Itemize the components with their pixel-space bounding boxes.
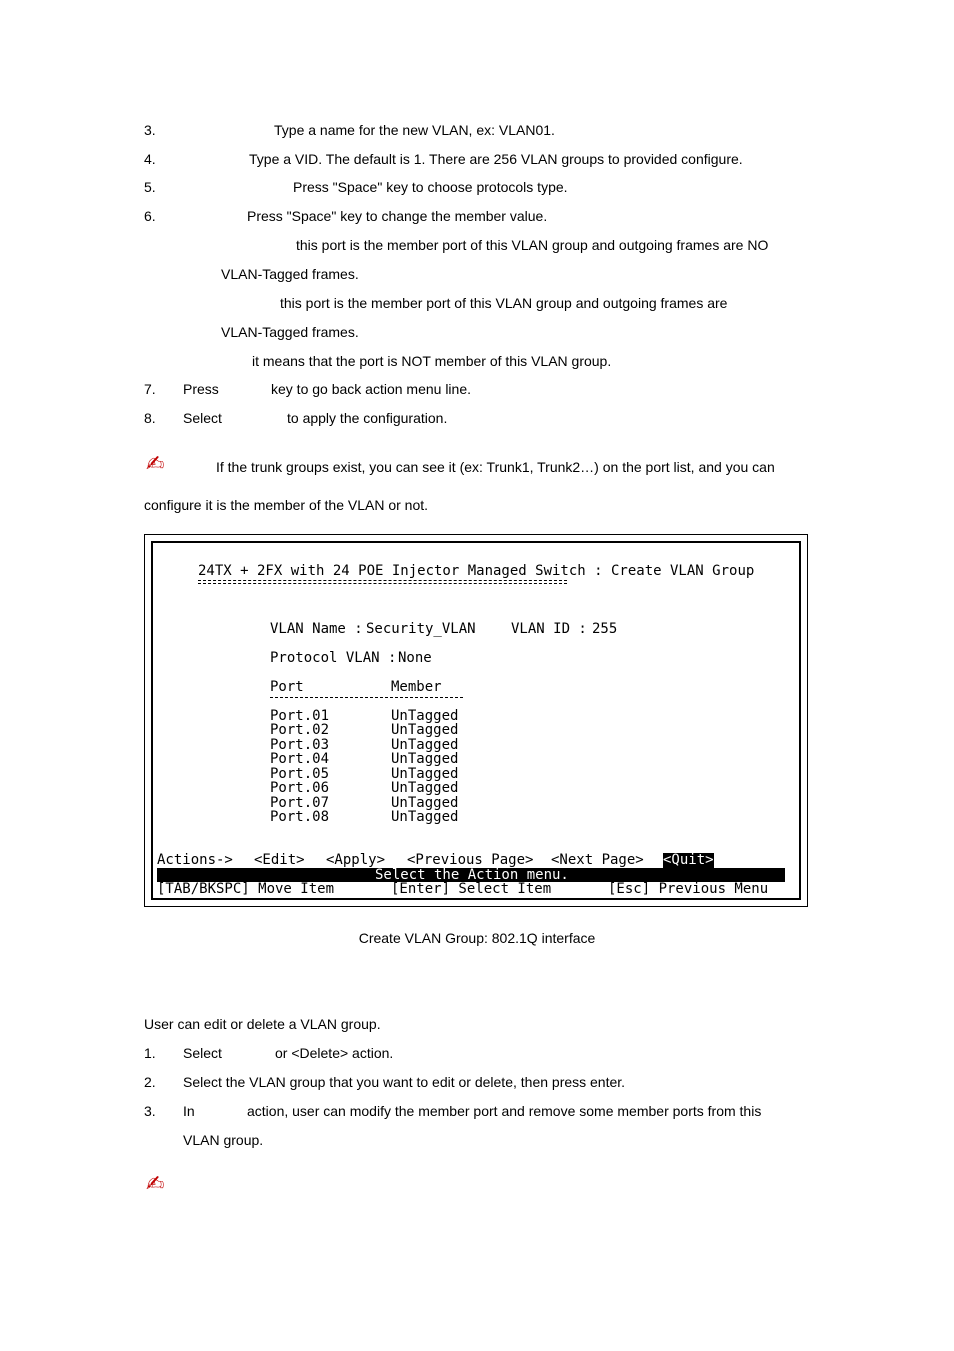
- previous-page-action-button[interactable]: <Previous Page>: [407, 852, 534, 868]
- vlan-name-label: VLAN Name :: [270, 621, 372, 637]
- step-number: 8.: [144, 410, 156, 426]
- step-text: Select: [183, 410, 222, 426]
- apply-action-button[interactable]: <Apply>: [326, 852, 386, 868]
- title-underline: [198, 580, 567, 581]
- next-page-action-button[interactable]: <Next Page>: [551, 852, 644, 868]
- port-name: Port.04: [270, 751, 330, 767]
- port-name: Port.03: [270, 737, 330, 753]
- port-member-value[interactable]: UnTagged: [391, 722, 459, 738]
- actions-label: Actions->: [157, 852, 233, 868]
- vlan-id-field[interactable]: 255: [592, 621, 618, 637]
- port-name: Port.01: [270, 708, 330, 724]
- pen-note-icon: ✍: [146, 452, 165, 477]
- title-underline: [198, 583, 567, 584]
- step-text: Type a VID. The default is 1. There are 256 VLAN groups to provided configure.: [249, 151, 743, 167]
- vlan-id-label: VLAN ID :: [511, 621, 596, 637]
- protocol-vlan-field[interactable]: None: [398, 650, 432, 666]
- step-number: 5.: [144, 179, 156, 195]
- port-member-value[interactable]: UnTagged: [391, 737, 459, 753]
- terminal-title: 24TX + 2FX with 24 POE Injector Managed Switch : Create VLAN Group: [198, 563, 755, 579]
- tagged-description-cont: VLAN-Tagged frames.: [221, 324, 359, 340]
- step-text: Press "Space" key to change the member value.: [247, 208, 548, 224]
- port-member-value[interactable]: UnTagged: [391, 708, 459, 724]
- edit-action-button[interactable]: <Edit>: [254, 852, 305, 868]
- step-number: 2.: [144, 1074, 156, 1090]
- member-column-header: Member: [391, 679, 442, 695]
- help-select-item: [Enter] Select Item: [391, 881, 552, 897]
- step-text: Press "Space" key to choose protocols type.: [293, 179, 568, 195]
- figure-caption: Create VLAN Group: 802.1Q interface: [358, 930, 596, 946]
- step-text: to apply the configuration.: [287, 410, 448, 426]
- help-previous-menu: [Esc] Previous Menu: [608, 881, 769, 897]
- step-text: Type a name for the new VLAN, ex: VLAN01.: [274, 122, 555, 138]
- untagged-description-cont: VLAN-Tagged frames.: [221, 266, 359, 282]
- header-underline: [270, 697, 463, 698]
- port-name: Port.08: [270, 809, 330, 825]
- port-name: Port.02: [270, 722, 330, 738]
- step-text: Select the VLAN group that you want to edit or delete, then press enter.: [183, 1074, 626, 1090]
- step-number: 3.: [144, 122, 156, 138]
- terminal-screenshot: [144, 534, 808, 907]
- port-member-value[interactable]: UnTagged: [391, 780, 459, 796]
- tagged-description: this port is the member port of this VLAN group and outgoing frames are: [280, 295, 728, 311]
- step-text-cont: VLAN group.: [183, 1132, 264, 1148]
- port-member-value[interactable]: UnTagged: [391, 766, 459, 782]
- step-number: 3.: [144, 1103, 156, 1119]
- note-text: If the trunk groups exist, you can see it (ex: Trunk1, Trunk2…) on the port list, and you can: [216, 459, 775, 475]
- status-message: Select the Action menu.: [375, 867, 569, 883]
- step-number: 4.: [144, 151, 156, 167]
- step-number: 6.: [144, 208, 156, 224]
- help-move-item: [TAB/BKSPC] Move Item: [157, 881, 335, 897]
- status-bar: [157, 868, 785, 882]
- port-name: Port.06: [270, 780, 330, 796]
- port-name: Port.07: [270, 795, 330, 811]
- step-number: 7.: [144, 381, 156, 397]
- port-member-value[interactable]: UnTagged: [391, 795, 459, 811]
- protocol-vlan-label: Protocol VLAN :: [270, 650, 405, 666]
- untagged-description: this port is the member port of this VLAN group and outgoing frames are NO: [296, 237, 769, 253]
- step-text: or <Delete> action.: [275, 1045, 394, 1061]
- step-number: 1.: [144, 1045, 156, 1061]
- step-text: In: [183, 1103, 195, 1119]
- step-text: Select: [183, 1045, 222, 1061]
- vlan-name-field[interactable]: Security_VLAN: [366, 621, 476, 637]
- quit-action-button[interactable]: <Quit>: [663, 852, 714, 868]
- port-member-value[interactable]: UnTagged: [391, 751, 459, 767]
- pen-note-icon: ✍: [146, 1172, 165, 1197]
- step-text: key to go back action menu line.: [271, 381, 472, 397]
- not-member-description: it means that the port is NOT member of this VLAN group.: [252, 353, 612, 369]
- step-text: action, user can modify the member port and remove some member ports from this: [247, 1103, 762, 1119]
- step-text: Press: [183, 381, 219, 397]
- port-column-header: Port: [270, 679, 304, 695]
- section-intro: User can edit or delete a VLAN group.: [144, 1016, 381, 1032]
- terminal-screen: [151, 541, 801, 900]
- note-text-cont: configure it is the member of the VLAN or not.: [144, 497, 429, 513]
- port-name: Port.05: [270, 766, 330, 782]
- port-member-value[interactable]: UnTagged: [391, 809, 459, 825]
